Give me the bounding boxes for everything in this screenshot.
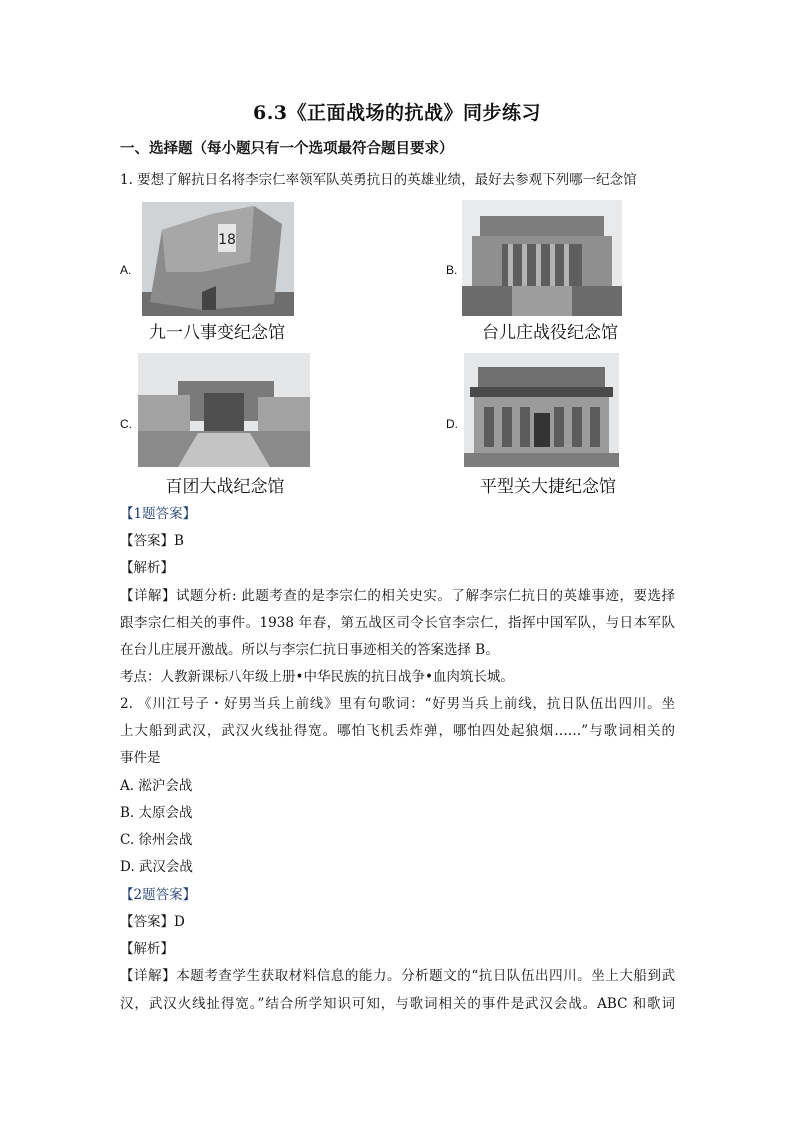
q1-analysis-header: 【解析】 <box>120 560 174 576</box>
svg-text:18: 18 <box>218 232 236 248</box>
option-c-label: C. <box>120 417 132 431</box>
page-title: 6.3《正面战场的抗战》同步练习 <box>252 102 542 124</box>
memorial-photo-a <box>142 202 294 316</box>
q2-analysis-header: 【解析】 <box>120 941 174 957</box>
memorial-photo-d <box>464 353 619 467</box>
q1-kaodian: 考点：人教新课标八年级上册•中华民族的抗日战争•血肉筑长城。 <box>120 669 514 685</box>
q2-option-a: A. 淞沪会战 <box>120 778 193 794</box>
option-a-label: A. <box>120 263 132 277</box>
caption-c: 百团大战纪念馆 <box>165 477 285 497</box>
question-2-stem: 上大船到武汉，武汉火线扯得宽。哪怕飞机丢炸弹，哪怕四处起狼烟……”与歌词相关的 <box>120 723 675 739</box>
question-2-stem: 2. 《川江号子・好男当兵上前线》里有句歌词：“好男当兵上前线，抗日队伍出四川。坐 <box>120 696 675 712</box>
q2-option-c: C. 徐州会战 <box>120 832 193 848</box>
q2-detail-line: 汉，武汉火线扯得宽。”结合所学知识可知，与歌词相关的事件是武汉会战。ABC 和歌词 <box>120 996 675 1012</box>
option-b-label: B. <box>446 263 458 277</box>
q2-answer-header: 【2题答案】 <box>120 887 197 903</box>
q1-detail-line: 在台儿庄展开激战。所以与李宗仁抗日事迹相关的答案选择 B。 <box>120 642 499 658</box>
question-2-stem: 事件是 <box>120 750 161 766</box>
q1-answer-header: 【1题答案】 <box>120 506 197 522</box>
memorial-photo-b <box>462 200 622 316</box>
caption-b: 台儿庄战役纪念馆 <box>482 323 618 343</box>
q1-answer: 【答案】B <box>120 533 184 549</box>
memorial-photo-c <box>138 353 310 467</box>
q1-detail-line: 跟李宗仁相关的事件。1938 年春，第五战区司令长官李宗仁，指挥中国军队，与日本军队 <box>120 615 675 631</box>
section-heading: 一、选择题（每小题只有一个选项最符合题目要求） <box>120 140 454 157</box>
caption-d: 平型关大捷纪念馆 <box>480 477 616 497</box>
q1-detail-line: 【详解】试题分析: 此题考查的是李宗仁的相关史实。了解李宗仁抗日的英雄事迹，要选择 <box>120 588 675 604</box>
q2-option-b: B. 太原会战 <box>120 805 193 821</box>
option-d-label: D. <box>446 417 458 431</box>
question-1-stem: 1. 要想了解抗日名将李宗仁率领军队英勇抗日的英雄业绩，最好去参观下列哪一纪念馆 <box>120 172 637 188</box>
caption-a: 九一八事变纪念馆 <box>149 323 285 343</box>
q2-answer: 【答案】D <box>120 914 185 930</box>
q2-option-d: D. 武汉会战 <box>120 859 193 875</box>
q2-detail-line: 【详解】本题考查学生获取材料信息的能力。分析题文的“抗日队伍出四川。坐上大船到武 <box>120 968 675 984</box>
